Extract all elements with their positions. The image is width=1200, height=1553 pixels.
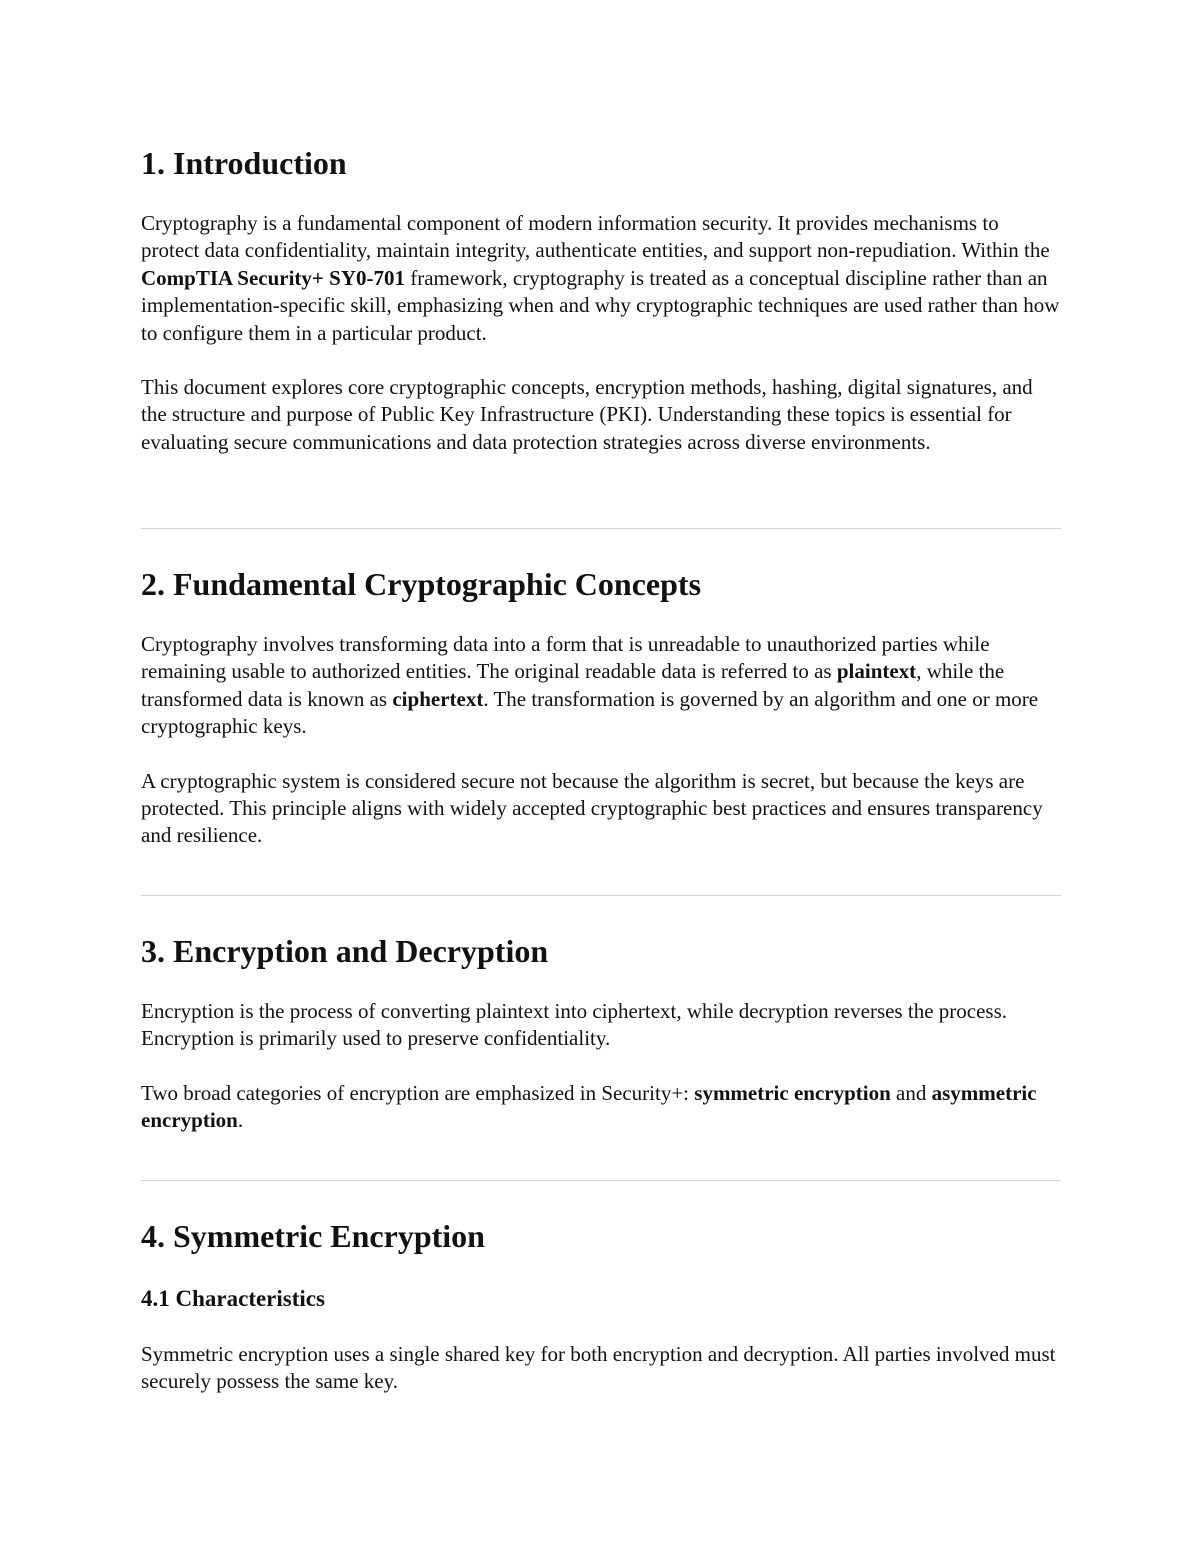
bold-term: asymmetric encryption [141, 1080, 1037, 1133]
text-run: This document explores core cryptographic concepts, encryption methods, hashing, digital signatures, and the structure and purpose of Public Key Infrastructure (PKI). Understanding these topics is essential for evaluating secure communications and data protection strategies across diverse environments. [141, 375, 1033, 454]
paragraph [141, 1341, 1061, 1396]
section-divider [141, 1180, 1061, 1181]
paragraph [141, 374, 1061, 456]
paragraph [141, 998, 1061, 1053]
bold-term: symmetric encryption [694, 1080, 891, 1105]
text-run: A cryptographic system is considered secure not because the algorithm is secret, but because the keys are protected. This principle aligns with widely accepted cryptographic best practices and ensures transparency and resilience. [141, 768, 1043, 848]
text-run: Cryptography is a fundamental component of modern information security. It provides mechanisms to protect data confidentiality, maintain integrity, authenticate entities, and support non-repudiation. Within the [141, 211, 1050, 263]
section-heading: 1. Introduction [141, 145, 347, 181]
section-encryption-decryption [141, 931, 1061, 1135]
section-heading: 3. Encryption and Decryption [141, 933, 549, 969]
paragraph [141, 631, 1061, 741]
bold-term: ciphertext [392, 686, 484, 711]
text-run: . The transformation is governed by an algorithm and one or more cryptographic keys. [141, 686, 1039, 739]
text-run: Symmetric encryption uses a single shared key for both encryption and decryption. All parties involved must securely possess the same key. [141, 1342, 1056, 1394]
text-run: , while the transformed data is known as [141, 659, 1005, 711]
section-divider [141, 895, 1061, 896]
text-run: Cryptography involves transforming data into a form that is unreadable to unauthorized parties while remaining usable to authorized entities. The original readable data is referred to as [141, 632, 990, 684]
text-run: and [890, 1080, 932, 1105]
subsection-heading: 4.1 Characteristics [141, 1286, 325, 1311]
section-divider [141, 528, 1061, 529]
text-run: Two broad categories of encryption are emphasized in Security+: [141, 1080, 695, 1105]
bold-term: plaintext [836, 659, 917, 684]
text-run: . [237, 1108, 244, 1133]
text-run: framework, cryptography is treated as a conceptual discipline rather than an implementation-specific skill, emphasizing when and why cryptographic techniques are used rather than how to configure them in a particular product. [141, 265, 1060, 345]
paragraph [141, 210, 1061, 347]
paragraph [141, 768, 1061, 850]
section-heading: 2. Fundamental Cryptographic Concepts [141, 566, 702, 602]
section-symmetric-encryption [141, 1216, 1061, 1396]
bold-term: CompTIA Security+ SY0-701 [141, 265, 405, 290]
text-run: Encryption is the process of converting plaintext into ciphertext, while decryption reverses the process. Encryption is primarily used to preserve confidentiality. [141, 999, 1007, 1051]
section-introduction [141, 143, 1061, 456]
paragraph [141, 1080, 1061, 1135]
section-fundamental-concepts [141, 564, 1061, 850]
section-heading: 4. Symmetric Encryption [141, 1218, 485, 1254]
